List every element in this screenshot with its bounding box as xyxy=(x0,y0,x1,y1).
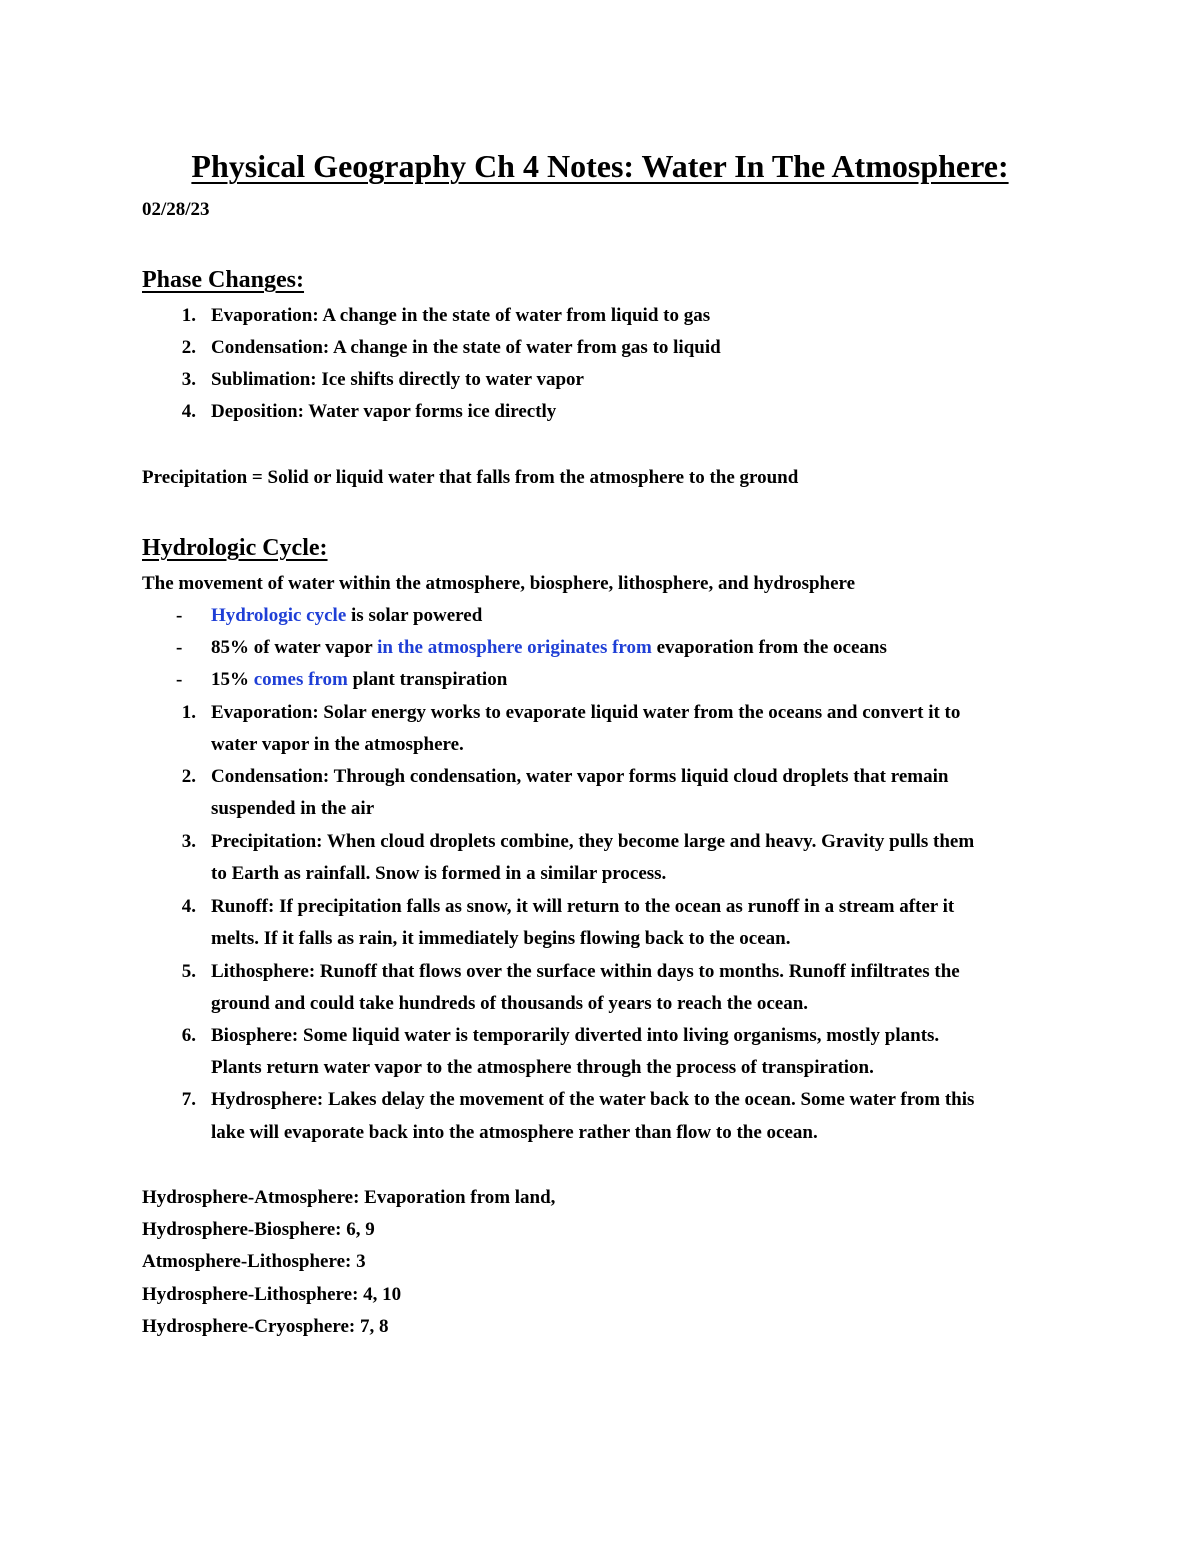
highlighted-text: Hydrologic cycle xyxy=(211,605,347,626)
precipitation-note: Precipitation = Solid or liquid water that falls from the atmosphere to the ground xyxy=(142,467,799,488)
list-item-line: melts. If it falls as rain, it immediately begins flowing back to the ocean. xyxy=(211,928,791,949)
document-date: 02/28/23 xyxy=(142,199,210,220)
list-item-line: Lithosphere: Runoff that flows over the surface within days to months. Runoff infiltrates the xyxy=(211,961,960,982)
bullet-text: plant transpiration xyxy=(347,669,508,690)
bullet-dash: - xyxy=(176,669,183,690)
bullet-text: 85% of water vapor xyxy=(211,637,378,658)
list-item: Deposition: Water vapor forms ice directly xyxy=(211,401,557,422)
list-number: 5. xyxy=(181,961,196,982)
interaction-line: Atmosphere-Lithosphere: 3 xyxy=(142,1251,366,1272)
list-number: 3. xyxy=(181,369,196,390)
list-item: Evaporation: A change in the state of water from liquid to gas xyxy=(211,305,711,326)
list-item-line: Biosphere: Some liquid water is temporarily diverted into living organisms, mostly plants. xyxy=(211,1025,940,1046)
bullet-item xyxy=(211,664,507,696)
bullet-text: evaporation from the oceans xyxy=(651,637,887,658)
bullet-item xyxy=(211,600,482,632)
list-number: 4. xyxy=(181,401,196,422)
list-number: 6. xyxy=(181,1025,196,1046)
bullet-text: is solar powered xyxy=(346,605,483,626)
list-item-line: to Earth as rainfall. Snow is formed in a similar process. xyxy=(211,863,667,884)
list-number: 2. xyxy=(181,766,196,787)
interaction-line: Hydrosphere-Biosphere: 6, 9 xyxy=(142,1219,375,1240)
hydrologic-cycle-heading: Hydrologic Cycle: xyxy=(142,535,328,561)
interaction-line: Hydrosphere-Cryosphere: 7, 8 xyxy=(142,1316,389,1337)
list-number: 1. xyxy=(181,305,196,326)
hydrologic-cycle-definition: The movement of water within the atmosphere, biosphere, lithosphere, and hydrosphere xyxy=(142,573,856,594)
bullet-dash: - xyxy=(176,637,183,658)
bullet-item xyxy=(211,632,887,664)
document-title: Physical Geography Ch 4 Notes: Water In The Atmosphere: xyxy=(191,148,1009,184)
list-item: Sublimation: Ice shifts directly to water vapor xyxy=(211,369,584,390)
phase-changes-heading: Phase Changes: xyxy=(142,267,305,293)
list-item-line: lake will evaporate back into the atmosphere rather than flow to the ocean. xyxy=(211,1122,818,1143)
list-item-line: Plants return water vapor to the atmosphere through the process of transpiration. xyxy=(211,1057,874,1078)
bullet-dash: - xyxy=(176,605,183,626)
list-number: 3. xyxy=(181,831,196,852)
list-item-line: Condensation: Through condensation, water vapor forms liquid cloud droplets that remain xyxy=(211,766,949,787)
list-item-line: water vapor in the atmosphere. xyxy=(211,734,464,755)
list-number: 1. xyxy=(181,702,196,723)
list-item-line: Evaporation: Solar energy works to evaporate liquid water from the oceans and convert it to xyxy=(211,702,961,723)
list-item-line: Precipitation: When cloud droplets combine, they become large and heavy. Gravity pulls them xyxy=(211,831,975,852)
interaction-line: Hydrosphere-Atmosphere: Evaporation from land, xyxy=(142,1187,556,1208)
highlighted-text: comes from xyxy=(253,669,348,690)
list-item: Condensation: A change in the state of water from gas to liquid xyxy=(211,337,721,358)
bullet-text: 15% xyxy=(211,669,254,690)
list-item-line: suspended in the air xyxy=(211,798,375,819)
list-item-line: ground and could take hundreds of thousands of years to reach the ocean. xyxy=(211,993,809,1014)
list-number: 7. xyxy=(181,1089,196,1110)
interaction-line: Hydrosphere-Lithosphere: 4, 10 xyxy=(142,1284,402,1305)
list-number: 2. xyxy=(181,337,196,358)
list-number: 4. xyxy=(181,896,196,917)
list-item-line: Hydrosphere: Lakes delay the movement of the water back to the ocean. Some water from this xyxy=(211,1089,975,1110)
list-item-line: Runoff: If precipitation falls as snow, it will return to the ocean as runoff in a stream after it xyxy=(211,896,955,917)
highlighted-text: in the atmosphere originates from xyxy=(377,637,652,658)
